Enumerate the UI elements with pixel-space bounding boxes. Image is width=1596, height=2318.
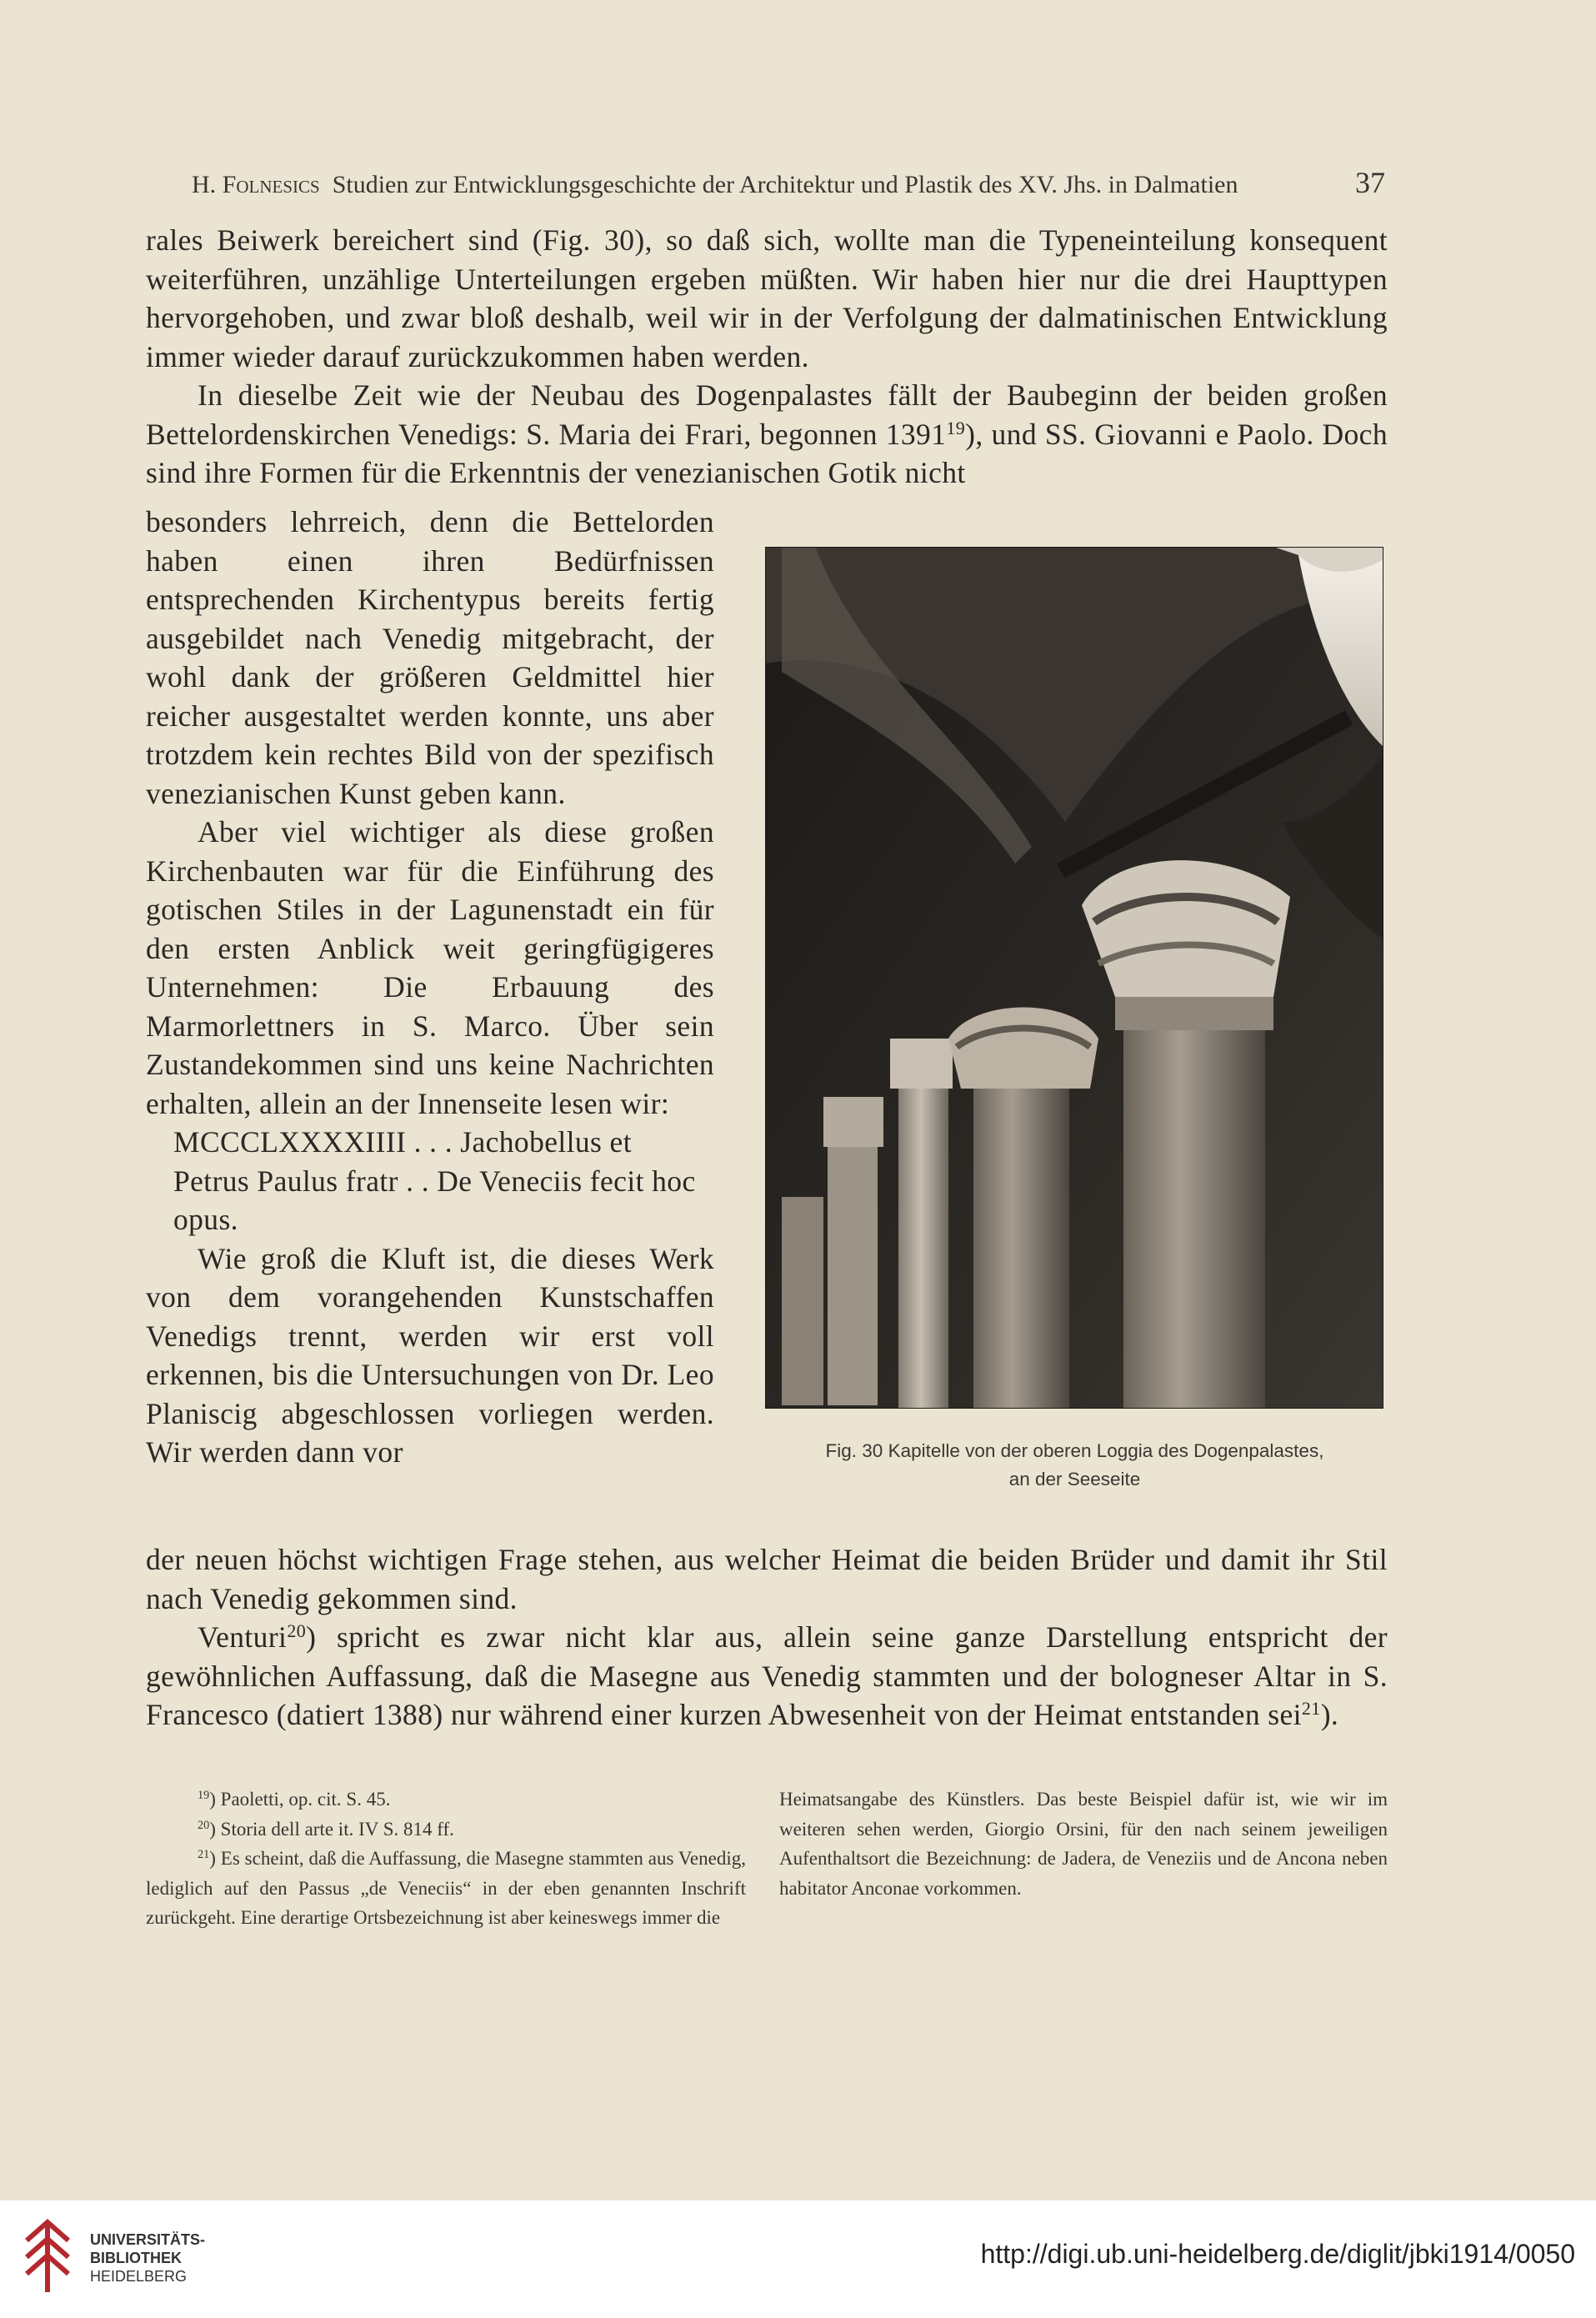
- footnote-19-number: 19: [198, 1789, 210, 1803]
- library-footer: [0, 2200, 1596, 2318]
- footnotes-right: [779, 1785, 1388, 1903]
- paragraph-1: rales Beiwerk bereichert sind (Fig. 30), so daß sich, wollte man die Typeneinteilung konsequent weiterführen, unzählige Unterteilungen ergeben müßten. Wir haben hier nur die drei Haupttypen hervorgehoben, und zwar bloß deshalb, weil wir in der Verfolgung der dalmatinischen Entwicklung immer wieder darauf zurückzukommen haben werden.: [146, 223, 1388, 373]
- paragraph-5-c: ).: [1320, 1698, 1339, 1731]
- header-author: H. Folnesics: [192, 171, 320, 198]
- header-text: [192, 171, 1238, 199]
- footnotes-left: [146, 1785, 746, 1933]
- paragraph-2-text-b: ), und SS. Giovanni e Paolo. Doch sind ihre Formen für die Erkenntnis der venezianischen Gotik nicht: [146, 417, 1388, 489]
- figure-30-photo: [765, 547, 1383, 1409]
- paragraph-2-start: [146, 376, 1388, 493]
- footnote-20: [146, 1815, 746, 1845]
- footnote-21-continued: Heimatsangabe des Künstlers. Das beste Beispiel dafür ist, wie wir im weiteren sehen werden, Giorgio Orsini, für den nach seinem jeweiligen Aufenthaltsort die Bezeichnung: de Jadera, de Veneziis und de Ancona neben habitator Anconae vorkommen.: [779, 1789, 1388, 1899]
- paragraph-5: [146, 1618, 1388, 1735]
- running-header: [192, 165, 1385, 200]
- paragraph-4: Wie groß die Kluft ist, die dieses Werk von dem vorangehenden Kunstschaffen Venedigs trennt, werden wir erst voll erkennen, bis die Untersuchungen von Dr. Leo Planiscig abgeschlossen vorliegen werden. Wir werden dann vor: [146, 1241, 714, 1469]
- paragraph-3: Aber viel wichtiger als diese großen Kirchenbauten war für die Einführung des gotischen Stiles in der Lagunenstadt ein für den ersten Anblick weit geringfügigeres Unternehmen: Die Erbauung des Marmorlettners in S. Marco. Über sein Zustandekommen sind uns keine Nachrichten erhalten, allein an der Innenseite lesen wir:: [146, 815, 714, 1120]
- paragraph-5-a: Venturi: [198, 1620, 288, 1654]
- logo-strokes: [27, 2222, 68, 2292]
- inscription-quote: MCCCLXXXXIIII . . . Jachobellus et Petrus Paulus fratr . . De Veneciis fecit hoc opus.: [173, 1125, 696, 1236]
- caption-line-1: Fig. 30 Kapitelle von der oberen Loggia des Dogenpalastes,: [825, 1440, 1324, 1461]
- header-title: Studien zur Entwicklungsgeschichte der Architektur und Plastik des XV. Jhs. in Dalmatien: [332, 171, 1238, 198]
- capitals-photo-illustration: [765, 547, 1383, 1409]
- paragraph-2-text: In dieselbe Zeit wie der Neubau des Dogenpalastes fällt der Baubeginn der beiden großen Bettelordenskirchen Venedigs: S. Maria dei Frari, begonnen 1391: [146, 378, 1388, 451]
- paragraph-4-cont: der neuen höchst wichtigen Frage stehen, aus welcher Heimat die beiden Brüder und damit ihr Stil nach Venedig gekommen sind.: [146, 1543, 1388, 1615]
- footnote-19-text: ) Paoletti, op. cit. S. 45.: [209, 1789, 391, 1810]
- footnote-20-number: 20: [198, 1818, 210, 1832]
- figure-caption: [760, 1437, 1389, 1494]
- footnote-ref-20[interactable]: 20: [287, 1620, 307, 1641]
- caption-line-2: an der Seeseite: [1008, 1469, 1141, 1489]
- text-block-bottom: [146, 1540, 1388, 1735]
- paragraph-2-cont: besonders lehrreich, denn die Bettelorden haben einen ihren Bedürfnissen entsprechenden Kirchentypus bereits fertig ausgebildet nach Venedig mitgebracht, der wohl dank der größeren Geldmittel hier reicher ausgestaltet werden konnte, uns aber trotzdem kein rechtes Bild von der spezifisch venezianischen Kunst geben kann.: [146, 505, 714, 810]
- footnote-20-text: ) Storia dell arte it. IV S. 814 ff.: [209, 1818, 454, 1840]
- text-block-top: [146, 221, 1388, 493]
- column-small-2: [890, 1039, 953, 1409]
- footnote-ref-21[interactable]: 21: [1301, 1697, 1321, 1719]
- footnote-21: [146, 1844, 746, 1933]
- footnote-19: [146, 1785, 746, 1815]
- text-block-narrow: [146, 503, 714, 1472]
- footnote-ref-19[interactable]: 19: [946, 417, 966, 438]
- paragraph-5-b: ) spricht es zwar nicht klar aus, allein seine ganze Darstellung entspricht der gewöhnlichen Auffassung, daß die Masegne aus Venedig stammten und der bologneser Altar in S. Francesco (datiert 1388) nur während einer kurzen Abwesenheit von der Heimat entstanden sei: [146, 1620, 1388, 1731]
- library-name-line-3: HEIDELBERG: [90, 2268, 188, 2285]
- digitization-url-link[interactable]: http://digi.ub.uni-heidelberg.de/diglit/jbki1914/0050: [980, 2239, 1575, 2269]
- library-logo-icon[interactable]: [18, 2215, 77, 2299]
- library-name-line-1: UNIVERSITÄTS-: [90, 2231, 206, 2248]
- library-name: [90, 2230, 205, 2285]
- footnote-21-text: ) Es scheint, daß die Auffassung, die Masegne stammten aus Venedig, lediglich auf den Passus „de Veneciis“ in der eben genannten Inschrift zurückgeht. Eine derartige Ortsbezeichnung ist aber keineswegs immer die: [146, 1848, 746, 1928]
- library-name-line-2: BIBLIOTHEK: [90, 2250, 182, 2266]
- footnote-21-number: 21: [198, 1848, 210, 1862]
- page-number: 37: [1355, 166, 1385, 199]
